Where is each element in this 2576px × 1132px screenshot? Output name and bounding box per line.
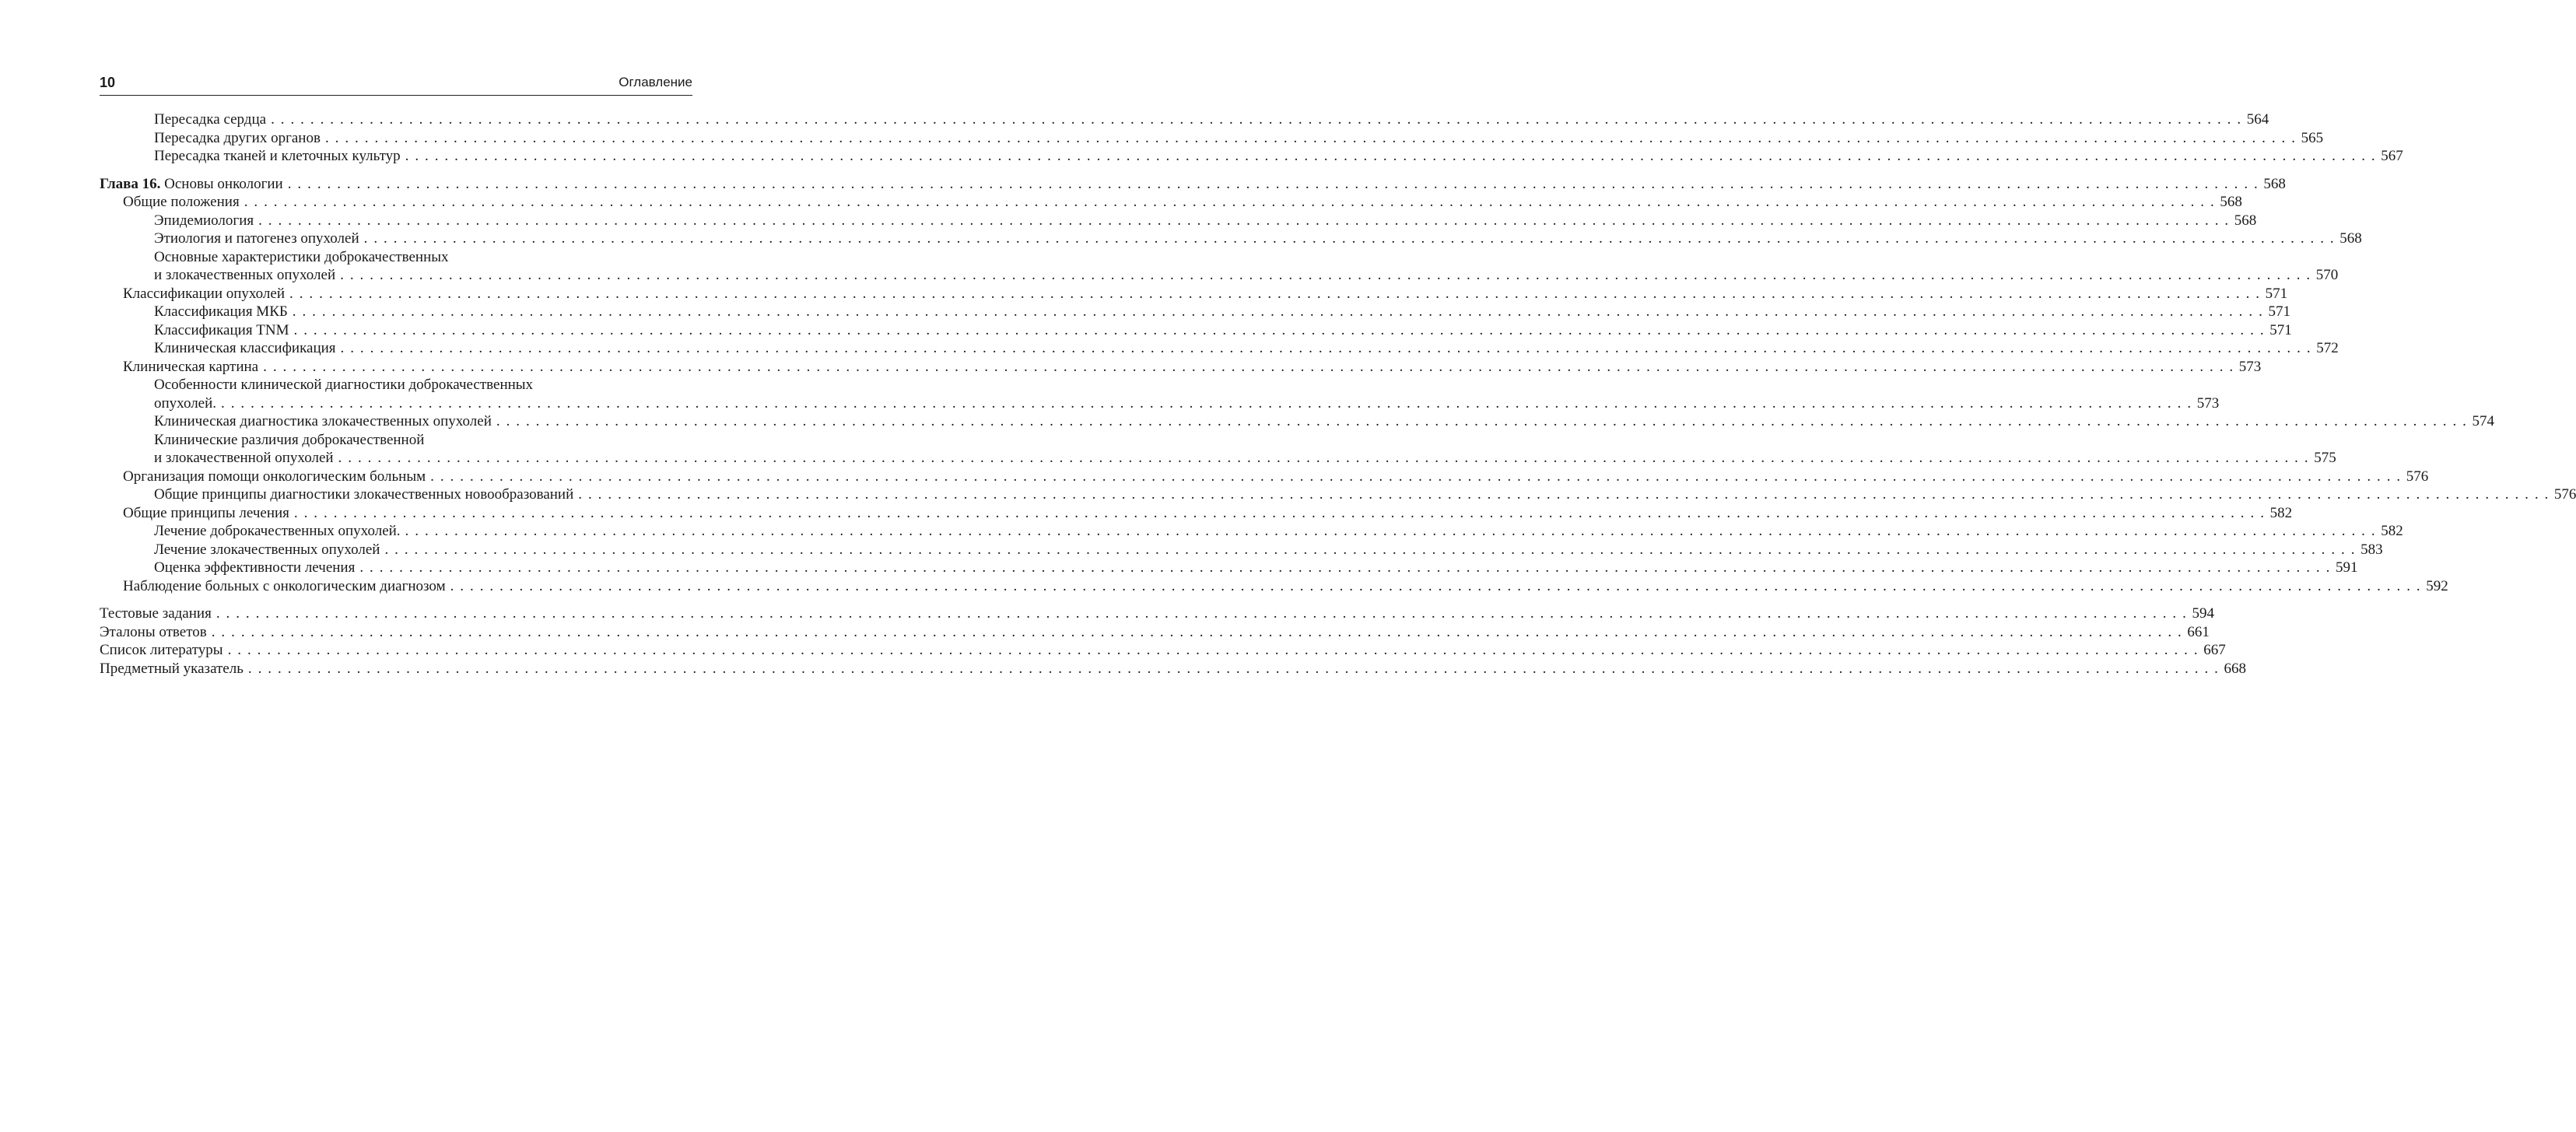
chapter-label: Глава 16. [100,175,161,192]
dot-leader: . . . . . . . . . . . . . . . . . . . . . . . . . . . . . . . . . . . . . . . . . . . . . . . . . . . . . . . . . . . . . . . . . . . . . . . . . . . . . . . . . . . . . . . . . . . . . . . . . . . . . . . . . . . . . . . . . . . . . . . . . . . . . . . . . . . . . . . . . . . . . . . . . . . . . . . . . . . . . . . . . . . . . . . . . . . . . . . . . . . . . . . . . . . . . . . . . . . . . . . . [293,321,2266,338]
toc-page-number: 571 [2269,321,2292,338]
dot-leader: . . . . . . . . . . . . . . . . . . . . . . . . . . . . . . . . . . . . . . . . . . . . . . . . . . . . . . . . . . . . . . . . . . . . . . . . . . . . . . . . . . . . . . . . . . . . . . . . . . . . . . . . . . . . . . . . . . . . . . . . . . . . . . . . . . . . . . . . . . . . . . . . . . . . . . . . . . . . . . . . . . . . . . . . . . . . . . . . . . . . . . . . . . . . . . . . . . . . . . . . [340,340,2312,356]
toc-entry[interactable] [100,623,2210,642]
toc-entry-title [154,147,401,166]
toc-entry-title [154,485,573,504]
toc-page-number: 661 [2187,623,2210,640]
toc-page-number: 574 [2472,413,2495,429]
toc-entry-title [123,193,240,212]
toc-entry[interactable] [100,147,2403,166]
toc-entry-text: Клиническая классификация [154,340,336,356]
dot-leader: . . . . . . . . . . . . . . . . . . . . . . . . . . . . . . . . . . . . . . . . . . . . . . . . . . . . . . . . . . . . . . . . . . . . . . . . . . . . . . . . . . . . . . . . . . . . . . . . . . . . . . . . . . . . . . . . . . . . . . . . . . . . . . . . . . . . . . . . . . . . . . . . . . . . . . . . . . . . . . . . . . . . . . . . . . . . . . . . . . . . . . . . . . . . . . . . . . . . . . . . [263,358,2234,375]
toc-entry[interactable] [100,559,2358,577]
toc-entry[interactable] [100,285,2288,303]
toc-entry-line [100,248,692,267]
toc-entry-text: и злокачественных опухолей [154,267,336,283]
toc-page-number: 668 [2224,660,2247,677]
toc-entry-text: Основы онкологии [164,175,283,192]
toc-entry[interactable] [100,266,2339,285]
toc-entry-title [154,212,254,230]
toc-entry-title [100,175,283,194]
toc-page-number: 573 [2196,394,2220,412]
dot-leader: . . . . . . . . . . . . . . . . . . . . . . . . . . . . . . . . . . . . . . . . . . . . . . . . . . . . . . . . . . . . . . . . . . . . . . . . . . . . . . . . . . . . . . . . . . . . . . . . . . . . . . . . . . . . . . . . . . . . . . . . . . . . . . . . . . . . . . . . . . . . . . . . . . . . . . . . . . . . . . . . . . . . . . . . . . . . . . . . . . . . . . . . . . . . . . . . . . . . . . . . [430,468,2402,485]
toc-entry[interactable] [100,504,2293,523]
dot-leader: . . . . . . . . . . . . . . . . . . . . . . . . . . . . . . . . . . . . . . . . . . . . . . . . . . . . . . . . . . . . . . . . . . . . . . . . . . . . . . . . . . . . . . . . . . . . . . . . . . . . . . . . . . . . . . . . . . . . . . . . . . . . . . . . . . . . . . . . . . . . . . . . . . . . . . . . . . . . . . . . . . . . . . . . . . . . . . . . . . . . . . . . . . . . . . . . . . . . . . . . [340,267,2311,283]
dot-leader: . . . . . . . . . . . . . . . . . . . . . . . . . . . . . . . . . . . . . . . . . . . . . . . . . . . . . . . . . . . . . . . . . . . . . . . . . . . . . . . . . . . . . . . . . . . . . . . . . . . . . . . . . . . . . . . . . . . . . . . . . . . . . . . . . . . . . . . . . . . . . . . . . . . . . . . . . . . . . . . . . . . . . . . . . . . . . . . . . . . . . . . . . . . . . . . . . . . . . . . . [216,605,2188,622]
toc-entry-text: Лечение злокачественных опухолей [154,541,380,558]
toc-entry-title [154,339,336,358]
toc-entry-title [154,394,216,413]
dot-leader: . . . . . . . . . . . . . . . . . . . . . . . . . . . . . . . . . . . . . . . . . . . . . . . . . . . . . . . . . . . . . . . . . . . . . . . . . . . . . . . . . . . . . . . . . . . . . . . . . . . . . . . . . . . . . . . . . . . . . . . . . . . . . . . . . . . . . . . . . . . . . . . . . . . . . . . . . . . . . . . . . . . . . . . . . . . . . . . . . . . . . . . . . . . . . . . . . . . . . . . . [287,175,2259,192]
dot-leader: . . . . . . . . . . . . . . . . . . . . . . . . . . . . . . . . . . . . . . . . . . . . . . . . . . . . . . . . . . . . . . . . . . . . . . . . . . . . . . . . . . . . . . . . . . . . . . . . . . . . . . . . . . . . . . . . . . . . . . . . . . . . . . . . . . . . . . . . . . . . . . . . . . . . . . . . . . . . . . . . . . . . . . . . . . . . . . . . . . . . . . . . . . . . . . . . . . . . . . . . [363,230,2336,247]
toc-entry-title [100,623,207,642]
table-of-contents [100,110,2576,678]
toc-page-number: 572 [2316,340,2339,356]
toc-entry[interactable] [100,605,2214,623]
dot-leader: . . . . . . . . . . . . . . . . . . . . . . . . . . . . . . . . . . . . . . . . . . . . . . . . . . . . . . . . . . . . . . . . . . . . . . . . . . . . . . . . . . . . . . . . . . . . . . . . . . . . . . . . . . . . . . . . . . . . . . . . . . . . . . . . . . . . . . . . . . . . . . . . . . . . . . . . . . . . . . . . . . . . . . . . . . . . . . . . . . . . . . . . . . . . . . . . . . . . . . . . [450,577,2422,594]
toc-entry-title [154,559,355,577]
toc-entry[interactable] [100,522,2403,541]
dot-leader: . . . . . . . . . . . . . . . . . . . . . . . . . . . . . . . . . . . . . . . . . . . . . . . . . . . . . . . . . . . . . . . . . . . . . . . . . . . . . . . . . . . . . . . . . . . . . . . . . . . . . . . . . . . . . . . . . . . . . . . . . . . . . . . . . . . . . . . . . . . . . . . . . . . . . . . . . . . . . . . . . . . . . . . . . . . . . . . . . . . . . . . . . . . . . . . . . . . . . . . . [244,194,2216,210]
toc-entry-title [154,412,492,431]
toc-entry-text: Предметный указатель [100,660,244,677]
toc-page-number: 571 [2268,303,2290,320]
toc-entry-text: Список литературы [100,642,223,658]
toc-entry-text: опухолей. [154,394,217,412]
toc-entry-title [154,321,289,340]
section-title: Оглавление [619,75,692,89]
dot-leader: . . . . . . . . . . . . . . . . . . . . . . . . . . . . . . . . . . . . . . . . . . . . . . . . . . . . . . . . . . . . . . . . . . . . . . . . . . . . . . . . . . . . . . . . . . . . . . . . . . . . . . . . . . . . . . . . . . . . . . . . . . . . . . . . . . . . . . . . . . . . . . . . . . . . . . . . . . . . . . . . . . . . . . . . . . . . . . . . . . . . . . . . . . . . . . . . . . . . . . . . [211,623,2183,640]
toc-entry[interactable] [100,110,2269,129]
dot-leader: . . . . . . . . . . . . . . . . . . . . . . . . . . . . . . . . . . . . . . . . . . . . . . . . . . . . . . . . . . . . . . . . . . . . . . . . . . . . . . . . . . . . . . . . . . . . . . . . . . . . . . . . . . . . . . . . . . . . . . . . . . . . . . . . . . . . . . . . . . . . . . . . . . . . . . . . . . . . . . . . . . . . . . . . . . . . . . . . . . . . . . . . . . . . . . . . . . . . . . . . [405,148,2377,164]
page-number: 10 [100,75,116,90]
running-header [100,73,692,96]
toc-entry-title [154,110,266,129]
toc-entry-text: Классификация TNM [154,321,289,338]
toc-entry-text: Тестовые задания [100,605,212,622]
dot-leader: . . . . . . . . . . . . . . . . . . . . . . . . . . . . . . . . . . . . . . . . . . . . . . . . . . . . . . . . . . . . . . . . . . . . . . . . . . . . . . . . . . . . . . . . . . . . . . . . . . . . . . . . . . . . . . . . . . . . . . . . . . . . . . . . . . . . . . . . . . . . . . . . . . . . . . . . . . . . . . . . . . . . . . . . . . . . . . . . . . . . . . . . . . . . . . . . . . . . . . . . [338,450,2310,466]
dot-leader: . . . . . . . . . . . . . . . . . . . . . . . . . . . . . . . . . . . . . . . . . . . . . . . . . . . . . . . . . . . . . . . . . . . . . . . . . . . . . . . . . . . . . . . . . . . . . . . . . . . . . . . . . . . . . . . . . . . . . . . . . . . . . . . . . . . . . . . . . . . . . . . . . . . . . . . . . . . . . . . . . . . . . . . . . . . . . . . . . . . . . . . . . . . . . . . . . . . . . . . . [324,129,2297,146]
toc-entry-text: Организация помощи онкологическим больным [123,468,426,485]
dot-leader: . . . . . . . . . . . . . . . . . . . . . . . . . . . . . . . . . . . . . . . . . . . . . . . . . . . . . . . . . . . . . . . . . . . . . . . . . . . . . . . . . . . . . . . . . . . . . . . . . . . . . . . . . . . . . . . . . . . . . . . . . . . . . . . . . . . . . . . . . . . . . . . . . . . . . . . . . . . . . . . . . . . . . . . . . . . . . . . . . . . . . . . . . . . . . . . . . . . . . . . . [384,541,2357,558]
toc-entry[interactable] [100,577,2448,596]
toc-page-number: 594 [2192,605,2214,622]
dot-leader: . . . . . . . . . . . . . . . . . . . . . . . . . . . . . . . . . . . . . . . . . . . . . . . . . . . . . . . . . . . . . . . . . . . . . . . . . . . . . . . . . . . . . . . . . . . . . . . . . . . . . . . . . . . . . . . . . . . . . . . . . . . . . . . . . . . . . . . . . . . . . . . . . . . . . . . . . . . . . . . . . . . . . . . . . . . . . . . . . . . . . . . . . . . . . . . . . . . . . . . . [271,111,2242,128]
dot-leader: . . . . . . . . . . . . . . . . . . . . . . . . . . . . . . . . . . . . . . . . . . . . . . . . . . . . . . . . . . . . . . . . . . . . . . . . . . . . . . . . . . . . . . . . . . . . . . . . . . . . . . . . . . . . . . . . . . . . . . . . . . . . . . . . . . . . . . . . . . . . . . . . . . . . . . . . . . . . . . . . . . . . . . . . . . . . . . . . . . . . . . . . . . . . . . . . . . . . . . . . [359,559,2331,576]
toc-page-number: 568 [2220,194,2242,210]
toc-entry-text: Эпидемиология [154,212,254,229]
toc-entry-text: Клиническая диагностика злокачественных опухолей [154,413,492,429]
toc-entry-text: Пересадка сердца [154,111,267,128]
toc-entry[interactable] [100,485,2576,504]
toc-entry-title [100,605,212,623]
dot-leader: . . . . . . . . . . . . . . . . . . . . . . . . . . . . . . . . . . . . . . . . . . . . . . . . . . . . . . . . . . . . . . . . . . . . . . . . . . . . . . . . . . . . . . . . . . . . . . . . . . . . . . . . . . . . . . . . . . . . . . . . . . . . . . . . . . . . . . . . . . . . . . . . . . . . . . . . . . . . . . . . . . . . . . . . . . . . . . . . . . . . . . . . . . . . . . . . . . . . . . . . [289,285,2261,302]
dot-leader: . . . . . . . . . . . . . . . . . . . . . . . . . . . . . . . . . . . . . . . . . . . . . . . . . . . . . . . . . . . . . . . . . . . . . . . . . . . . . . . . . . . . . . . . . . . . . . . . . . . . . . . . . . . . . . . . . . . . . . . . . . . . . . . . . . . . . . . . . . . . . . . . . . . . . . . . . . . . . . . . . . . . . . . . . . . . . . . . . . . . . . . . . . . . . . . . . . . . . . . . [227,642,2199,658]
toc-page-number: 568 [2263,175,2286,192]
toc-entry-text: Общие положения [123,194,240,210]
toc-page-number: 591 [2335,559,2358,576]
toc-page-number: 592 [2426,577,2448,594]
toc-page-number: 576 [2553,486,2576,503]
toc-entry-text: Пересадка тканей и клеточных культур [154,148,401,164]
toc-page-number: 571 [2265,285,2288,302]
toc-entry[interactable] [100,660,2247,678]
toc-entry-text: Общие принципы лечения [123,504,289,521]
toc-entry-text: Пересадка других органов [154,129,321,146]
toc-entry[interactable] [100,541,2383,559]
toc-page-number: 565 [2301,129,2324,146]
toc-entry-title [100,660,244,678]
toc-entry[interactable] [100,449,2336,468]
toc-page-number: 582 [2381,523,2403,539]
toc-entry-text: Наблюдение больных с онкологическим диагнозом [123,577,446,594]
toc-page-number: 582 [2269,504,2293,521]
dot-leader: . . . . . . . . . . . . . . . . . . . . . . . . . . . . . . . . . . . . . . . . . . . . . . . . . . . . . . . . . . . . . . . . . . . . . . . . . . . . . . . . . . . . . . . . . . . . . . . . . . . . . . . . . . . . . . . . . . . . . . . . . . . . . . . . . . . . . . . . . . . . . . . . . . . . . . . . . . . . . . . . . . . . . . . . . . . . . . . . . . . . . . . . . . . . . . . . . . . . . . . . [258,212,2230,229]
toc-entry-title [154,266,335,285]
toc-entry-text: Клиническая картина [123,358,259,375]
toc-entry-text: Особенности клинической диагностики доброкачественных [154,377,534,393]
toc-entry-text: Оценка эффективности лечения [154,559,356,576]
toc-page-number: 567 [2381,148,2403,164]
toc-entry-line [100,431,692,450]
toc-entry-text: Общие принципы диагностики злокачественных новообразований [154,486,574,503]
toc-entry[interactable] [100,468,2429,486]
toc-page-number: 568 [2234,212,2257,229]
toc-entry-title [154,449,334,468]
toc-entry[interactable] [100,193,2242,212]
dot-leader: . . . . . . . . . . . . . . . . . . . . . . . . . . . . . . . . . . . . . . . . . . . . . . . . . . . . . . . . . . . . . . . . . . . . . . . . . . . . . . . . . . . . . . . . . . . . . . . . . . . . . . . . . . . . . . . . . . . . . . . . . . . . . . . . . . . . . . . . . . . . . . . . . . . . . . . . . . . . . . . . . . . . . . . . . . . . . . . . . . . . . . . . . . . . . . . . . . . . . . . . [292,303,2264,320]
toc-entry[interactable] [100,412,2495,431]
toc-page-number: 583 [2360,541,2383,558]
toc-entry-title [154,230,359,248]
toc-entry-title [154,303,288,321]
toc-entry-title [154,541,380,559]
toc-entry[interactable] [100,394,2220,413]
toc-entry-text: Лечение доброкачественных опухолей. [154,523,401,539]
toc-entry[interactable] [100,339,2339,358]
toc-entry[interactable] [100,303,2290,321]
toc-entry[interactable] [100,321,2292,340]
toc-entry-title [100,641,223,660]
toc-entry[interactable] [100,230,2362,248]
toc-page-number: 576 [2406,468,2429,485]
dot-leader: . . . . . . . . . . . . . . . . . . . . . . . . . . . . . . . . . . . . . . . . . . . . . . . . . . . . . . . . . . . . . . . . . . . . . . . . . . . . . . . . . . . . . . . . . . . . . . . . . . . . . . . . . . . . . . . . . . . . . . . . . . . . . . . . . . . . . . . . . . . . . . . . . . . . . . . . . . . . . . . . . . . . . . . . . . . . . . . . . . . . . . . . . . . . . . . . . . . . . . . . [221,394,2192,412]
toc-entry-title [123,358,258,377]
dot-leader: . . . . . . . . . . . . . . . . . . . . . . . . . . . . . . . . . . . . . . . . . . . . . . . . . . . . . . . . . . . . . . . . . . . . . . . . . . . . . . . . . . . . . . . . . . . . . . . . . . . . . . . . . . . . . . . . . . . . . . . . . . . . . . . . . . . . . . . . . . . . . . . . . . . . . . . . . . . . . . . . . . . . . . . . . . . . . . . . . . . . . . . . . . . . . . . . . . . . . . . . [405,523,2377,539]
toc-page-number: 568 [2339,230,2362,247]
toc-entry-text: Классификации опухолей [123,285,286,302]
toc-entry-text: и злокачественной опухолей [154,450,334,466]
toc-entry-title [123,468,426,486]
toc-entry-title [154,522,401,541]
toc-entry-text: Классификация МКБ [154,303,288,320]
dot-leader: . . . . . . . . . . . . . . . . . . . . . . . . . . . . . . . . . . . . . . . . . . . . . . . . . . . . . . . . . . . . . . . . . . . . . . . . . . . . . . . . . . . . . . . . . . . . . . . . . . . . . . . . . . . . . . . . . . . . . . . . . . . . . . . . . . . . . . . . . . . . . . . . . . . . . . . . . . . . . . . . . . . . . . . . . . . . . . . . . . . . . . . . . . . . . . . . . . . . . . . . [293,504,2266,521]
toc-entry-text: Основные характеристики доброкачественных [154,248,449,265]
dot-leader: . . . . . . . . . . . . . . . . . . . . . . . . . . . . . . . . . . . . . . . . . . . . . . . . . . . . . . . . . . . . . . . . . . . . . . . . . . . . . . . . . . . . . . . . . . . . . . . . . . . . . . . . . . . . . . . . . . . . . . . . . . . . . . . . . . . . . . . . . . . . . . . . . . . . . . . . . . . . . . . . . . . . . . . . . . . . . . . . . . . . . . . . . . . . . . . . . . . . . . . . [247,660,2220,677]
toc-entry-title [154,129,321,148]
toc-page-number: 667 [2203,642,2226,658]
toc-entry-title [123,504,289,523]
toc-page-number: 573 [2238,358,2262,375]
toc-entry[interactable] [100,641,2226,660]
toc-entry[interactable] [100,175,2286,194]
dot-leader: . . . . . . . . . . . . . . . . . . . . . . . . . . . . . . . . . . . . . . . . . . . . . . . . . . . . . . . . . . . . . . . . . . . . . . . . . . . . . . . . . . . . . . . . . . . . . . . . . . . . . . . . . . . . . . . . . . . . . . . . . . . . . . . . . . . . . . . . . . . . . . . . . . . . . . . . . . . . . . . . . . . . . . . . . . . . . . . . . . . . . . . . . . . . . . . . . . . . . . . . [578,486,2550,503]
toc-entry[interactable] [100,358,2262,377]
toc-page-number: 570 [2315,267,2339,283]
toc-entry-text: Клинические различия доброкачественной [154,431,425,448]
toc-entry[interactable] [100,129,2324,148]
toc-page-number: 564 [2246,111,2269,128]
dot-leader: . . . . . . . . . . . . . . . . . . . . . . . . . . . . . . . . . . . . . . . . . . . . . . . . . . . . . . . . . . . . . . . . . . . . . . . . . . . . . . . . . . . . . . . . . . . . . . . . . . . . . . . . . . . . . . . . . . . . . . . . . . . . . . . . . . . . . . . . . . . . . . . . . . . . . . . . . . . . . . . . . . . . . . . . . . . . . . . . . . . . . . . . . . . . . . . . . . . . . . . . [496,413,2468,429]
toc-page-number: 575 [2314,450,2336,466]
toc-entry-title [123,577,446,596]
toc-entry-line [100,376,692,394]
toc-entry-text: Этиология и патогенез опухолей [154,230,359,247]
toc-entry-title [123,285,285,303]
toc-entry[interactable] [100,212,2257,230]
toc-entry-text: Эталоны ответов [100,623,207,640]
